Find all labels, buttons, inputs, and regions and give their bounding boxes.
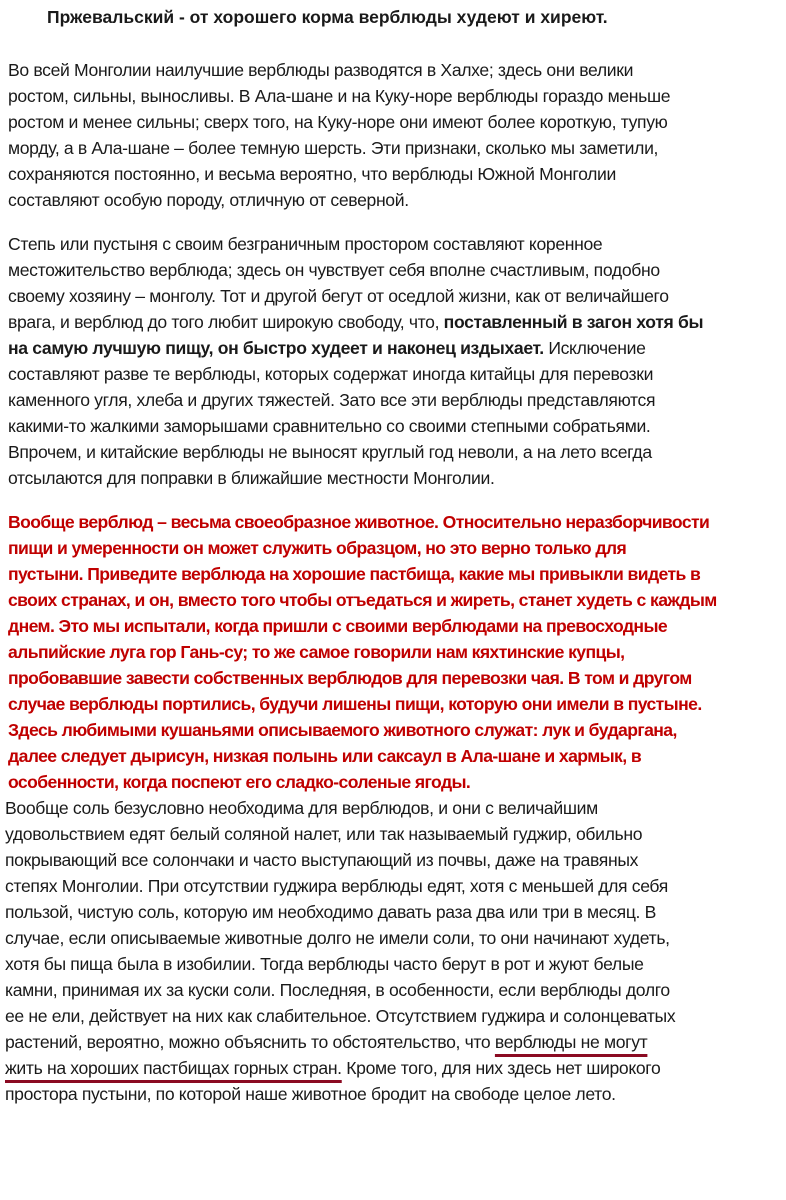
text-segment: альпийские луга гор Гань-су; то же самое говорили нам кяхтинские купцы, bbox=[8, 642, 625, 662]
document-body bbox=[5, 57, 786, 1107]
text-segment: Здесь любимыми кушаньями описываемого животного служат: лук и бударгана, bbox=[8, 720, 677, 740]
text-segment: составляют особую породу, отличную от северной. bbox=[8, 190, 409, 210]
text-line bbox=[5, 1055, 786, 1081]
text-line bbox=[8, 691, 786, 717]
text-line bbox=[8, 465, 786, 491]
text-segment: удовольствием едят белый соляной налет, или так называемый гуджир, обильно bbox=[5, 824, 643, 844]
text-segment: врага, и верблюд до того любит широкую свободу, что, bbox=[8, 312, 444, 332]
text-line bbox=[8, 335, 786, 361]
text-line bbox=[5, 1029, 786, 1055]
highlighted-paragraph bbox=[8, 509, 786, 795]
text-line bbox=[8, 587, 786, 613]
bold-text: на самую лучшую пищу, он быстро худеет и наконец издыхает. bbox=[8, 338, 544, 358]
text-segment: далее следует дырисун, низкая полынь или саксаул в Ала-шане и хармык, в bbox=[8, 746, 642, 766]
text-segment: днем. Это мы испытали, когда пришли с своими верблюдами на превосходные bbox=[8, 616, 668, 636]
text-segment: ростом, сильны, выносливы. В Ала-шане и на Куку-норе верблюды гораздо меньше bbox=[8, 86, 671, 106]
text-line bbox=[5, 899, 786, 925]
text-segment: какими-то жалкими заморышами сравнительно со своими степными собратьями. bbox=[8, 416, 651, 436]
text-segment: Исключение bbox=[543, 338, 646, 358]
text-segment: сохраняются постоянно, и весьма вероятно, что верблюды Южной Монголии bbox=[8, 164, 616, 184]
text-line bbox=[5, 821, 786, 847]
text-line bbox=[8, 309, 786, 335]
text-line bbox=[5, 847, 786, 873]
paragraph bbox=[5, 795, 786, 1107]
text-line bbox=[5, 873, 786, 899]
text-line bbox=[8, 439, 786, 465]
text-line bbox=[5, 1081, 786, 1107]
text-segment: составляют разве те верблюды, которых содержат иногда китайцы для перевозки bbox=[8, 364, 654, 384]
text-line bbox=[8, 413, 786, 439]
text-segment: ее не ели, действует на них как слабительное. Отсутствием гуджира и солонцеватых bbox=[5, 1006, 676, 1026]
text-segment: случае, если описываемые животные долго не имели соли, то они начинают худеть, bbox=[5, 928, 670, 948]
paragraph bbox=[8, 231, 786, 491]
text-segment: морду, а в Ала-шане – более темную шерсть. Эти признаки, сколько мы заметили, bbox=[8, 138, 659, 158]
underlined-text: верблюды не могут bbox=[494, 1032, 648, 1052]
text-line bbox=[8, 769, 786, 795]
text-line bbox=[8, 613, 786, 639]
text-segment: своих странах, и он, вместо того чтобы отъедаться и жиреть, станет худеть с каждым bbox=[8, 590, 717, 610]
text-line bbox=[8, 535, 786, 561]
paragraph bbox=[8, 57, 786, 213]
text-line bbox=[8, 509, 786, 535]
text-line bbox=[8, 387, 786, 413]
text-line bbox=[5, 795, 786, 821]
text-segment: Кроме того, для них здесь нет широкого bbox=[341, 1058, 661, 1078]
text-segment: пищи и умеренности он может служить образцом, но это верно только для bbox=[8, 538, 627, 558]
text-line bbox=[8, 57, 786, 83]
text-line bbox=[8, 231, 786, 257]
text-segment: Во всей Монголии наилучшие верблюды разводятся в Халхе; здесь они велики bbox=[8, 60, 634, 80]
text-segment: местожительство верблюда; здесь он чувствует себя вполне счастливым, подобно bbox=[8, 260, 660, 280]
text-segment: камни, принимая их за куски соли. Последняя, в особенности, если верблюды долго bbox=[5, 980, 670, 1000]
text-line bbox=[8, 743, 786, 769]
text-line bbox=[8, 257, 786, 283]
document-title: Пржевальский - от хорошего корма верблюды худеют и хиреют. bbox=[47, 7, 608, 27]
bold-text: поставленный в загон хотя бы bbox=[443, 312, 704, 332]
underlined-text: жить на хороших пастбищах горных стран. bbox=[5, 1058, 342, 1078]
text-line bbox=[8, 665, 786, 691]
text-line bbox=[8, 83, 786, 109]
text-segment: хотя бы пища была в изобилии. Тогда верблюды часто берут в рот и жуют белые bbox=[5, 954, 644, 974]
text-line bbox=[8, 283, 786, 309]
text-segment: ростом и менее сильны; сверх того, на Куку-норе они имеют более короткую, тупую bbox=[8, 112, 668, 132]
text-segment: покрывающий все солончаки и часто выступающий из почвы, даже на травяных bbox=[5, 850, 639, 870]
text-line bbox=[5, 925, 786, 951]
text-segment: пустыни. Приведите верблюда на хорошие пастбища, какие мы привыкли видеть в bbox=[8, 564, 701, 584]
text-segment: Вообще верблюд – весьма своеобразное животное. Относительно неразборчивости bbox=[8, 512, 710, 532]
text-segment: каменного угля, хлеба и других тяжестей. Зато все эти верблюды представляются bbox=[8, 390, 656, 410]
text-segment: пользой, чистую соль, которую им необходимо давать раза два или три в месяц. В bbox=[5, 902, 657, 922]
text-line bbox=[8, 639, 786, 665]
text-segment: случае верблюды портились, будучи лишены пищи, которую они имели в пустыне. bbox=[8, 694, 702, 714]
text-segment: простора пустыни, по которой наше животное бродит на свободе целое лето. bbox=[5, 1084, 616, 1104]
text-line bbox=[8, 161, 786, 187]
text-segment: растений, вероятно, можно объяснить то обстоятельство, что bbox=[5, 1032, 495, 1052]
text-line bbox=[8, 135, 786, 161]
text-segment: Впрочем, и китайские верблюды не выносят круглый год неволи, а на лето всегда bbox=[8, 442, 652, 462]
text-line bbox=[8, 561, 786, 587]
text-line bbox=[5, 951, 786, 977]
text-segment: отсылаются для поправки в ближайшие местности Монголии. bbox=[8, 468, 495, 488]
text-segment: Степь или пустыня с своим безграничным простором составляют коренное bbox=[8, 234, 603, 254]
text-segment: своему хозяину – монголу. Тот и другой бегут от оседлой жизни, как от величайшего bbox=[8, 286, 669, 306]
text-line bbox=[8, 717, 786, 743]
text-line bbox=[5, 977, 786, 1003]
text-line bbox=[8, 361, 786, 387]
text-segment: степях Монголии. При отсутствии гуджира верблюды едят, хотя с меньшей для себя bbox=[5, 876, 668, 896]
text-segment: пробовавшие завести собственных верблюдов для перевозки чая. В том и другом bbox=[8, 668, 692, 688]
text-line bbox=[5, 1003, 786, 1029]
text-segment: особенности, когда поспеют его сладко-соленые ягоды. bbox=[8, 772, 471, 792]
text-line bbox=[8, 109, 786, 135]
text-line bbox=[8, 187, 786, 213]
text-segment: Вообще соль безусловно необходима для верблюдов, и они с величайшим bbox=[5, 798, 598, 818]
